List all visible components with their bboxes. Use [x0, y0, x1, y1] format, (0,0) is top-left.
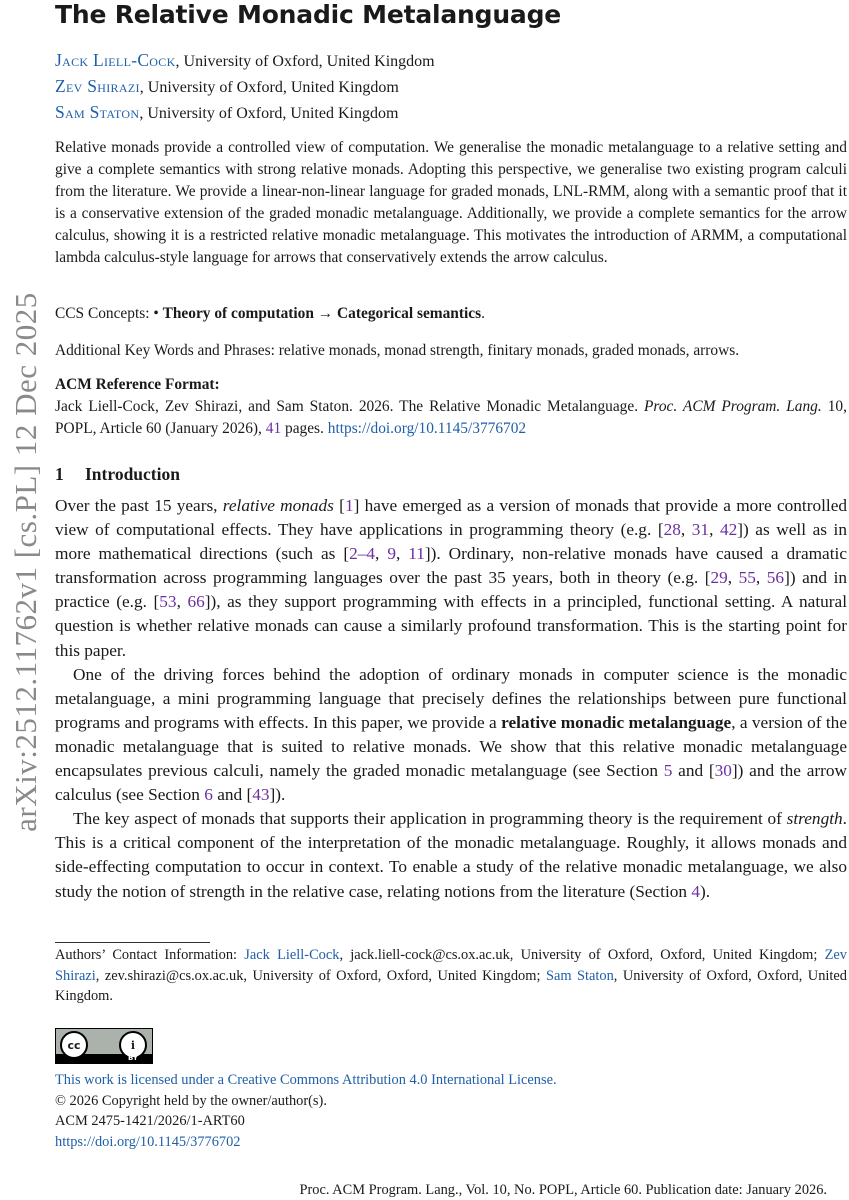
- citation-link[interactable]: 56: [766, 568, 785, 588]
- introduction-body: [55, 494, 847, 904]
- arxiv-identifier: arXiv:2512.11762v1 [cs.PL] 12 Dec 2025: [8, 292, 43, 832]
- abstract-text: Relative monads provide a controlled view of computation. We generalise the monadic metalanguage to a relative setting and give a complete semantics with strong relative monads. Adopting this perspective, we generalise two existing program calculi from the literature. We provide a linear-non-linear language for graded monads, LNL-RMM, along with a semantic proof that it is a conservative extension of the graded monadic metalanguage. Additionally, we provide a complete semantics for the arrow calculus, showing it is a restricted relative monadic metalanguage. This motivates the introduction of ARMM, a computational lambda calculus-style language for arrows that conservatively extends the arrow calculus.: [55, 139, 847, 266]
- abstract: [55, 137, 847, 269]
- author-affiliation: University of Oxford, United Kingdom: [183, 53, 435, 70]
- author-affiliation: University of Oxford, United Kingdom: [147, 79, 399, 96]
- author-contact-link[interactable]: Jack Liell-Cock: [244, 947, 340, 963]
- cc-by-license-badge[interactable]: [55, 1028, 153, 1064]
- citation-link[interactable]: 31: [691, 520, 710, 540]
- section-title: Introduction: [85, 464, 180, 484]
- acm-ref-heading: ACM Reference Format:: [55, 376, 220, 393]
- acm-ref-journal: Proc. ACM Program.: [644, 398, 781, 415]
- acm-ref-text: 10, POPL, Article 60 (January 2026),: [55, 398, 847, 437]
- page-count-link[interactable]: 41: [265, 420, 282, 437]
- citation-link[interactable]: 9: [387, 544, 396, 564]
- page-title: The Relative Monadic Metalanguage: [55, 0, 562, 29]
- keywords: [55, 340, 847, 362]
- acm-ref-text: pages.: [285, 420, 324, 437]
- author-name-link[interactable]: Jack Liell-Cock: [55, 50, 176, 70]
- acm-reference: [55, 374, 847, 440]
- author-contact-link[interactable]: Sam Staton: [545, 967, 614, 984]
- ccs-label: CCS Concepts: •: [55, 305, 159, 322]
- citation-link[interactable]: 42: [719, 520, 738, 540]
- keywords-text: Additional Key Words and Phrases: relative monads, monad strength, finitary monads, graded monads, arrows.: [55, 342, 740, 359]
- section-number: 1: [55, 464, 64, 484]
- ccs-arrow: →: [317, 305, 334, 322]
- ccs-concepts: [55, 303, 847, 325]
- section-heading: [55, 464, 847, 485]
- license-link[interactable]: This work is licensed under a Creative Commons Attribution 4.0 International License.: [55, 1072, 557, 1088]
- author-line: Zev Shirazi, University of Oxford, United Kingdom: [55, 76, 399, 96]
- author-contact-link[interactable]: Zev Shirazi: [55, 947, 847, 984]
- doi-link[interactable]: https://doi.org/10.1145/3776702: [327, 420, 527, 437]
- by-label: BY: [127, 1054, 139, 1062]
- copyright-text: © 2026 Copyright held by the owner/author(s).: [55, 1092, 327, 1109]
- citation-link[interactable]: 30: [714, 761, 732, 781]
- section-link[interactable]: 4: [691, 881, 701, 901]
- attribution-icon: i: [119, 1031, 147, 1059]
- author-line: Sam Staton, University of Oxford, United Kingdom: [55, 102, 399, 122]
- section-link[interactable]: 5: [663, 761, 673, 781]
- ccs-end: .: [481, 305, 485, 322]
- cc-icon: cc: [60, 1031, 88, 1059]
- citation-link[interactable]: 43: [252, 785, 270, 805]
- citation-link[interactable]: 28: [663, 520, 681, 540]
- citation-link[interactable]: 55: [738, 568, 756, 588]
- author-contact-footnote: Authors’ Contact Information: Jack Liell-Cock, jack.liell-cock@cs.ox.ac.uk, University of Oxford, Oxford, United Kingdom; Zev Shirazi, zev.shirazi@cs.ox.ac.uk, University of Oxford, Oxford, United Kingdom; Sam Staton, University of Oxford, Oxford, United Kingdom.: [55, 947, 847, 1004]
- citation-link[interactable]: 53: [159, 592, 177, 612]
- intro-paragraph: One of the driving forces behind the adoption of ordinary monads in computer science is the monadic metalanguage, a mini programming language that precisely defines the relationships between pure functional programs and programs with effects. In this paper, we provide a relative monadic metalanguage, a version of the monadic metalanguage that is suited to relative monads. We show that this relative monadic metalanguage encapsulates previous calculi, namely the graded monadic metalanguage (see Section 5 and [30]) and the arrow calculus (see Section 6 and [43]).: [55, 664, 847, 805]
- intro-paragraph: Over the past 15 years, relative monads [1] have emerged as a version of monads that provide a more controlled view of computational effects. They have applications in programming theory (e.g. [28, 31, 42]) as well as in more mathematical directions (such as [2–4, 9, 11]). Ordinary, non-relative monads have caused a dramatic transformation across programming languages over the past 35 years, both in theory (e.g. [29, 55, 56]) and in practice (e.g. [53, 66]), as they support programming with effects in a principled, functional setting. A natural question is whether relative monads can cause a similarly profound transformation. This is the starting point for this paper.: [55, 496, 848, 660]
- citation-link[interactable]: 2: [349, 544, 358, 564]
- author-name-link[interactable]: Zev Shirazi: [55, 76, 140, 96]
- acm-id-text: ACM 2475-1421/2026/1-ART60: [55, 1113, 245, 1129]
- license-info: [55, 1070, 847, 1152]
- intro-paragraph: The key aspect of monads that supports their application in programming theory is the requirement of strength. This is a critical component of the interpretation of the monadic metalanguage. Roughly, it allows monads and side-effecting computation to occur in context. To enable a study of the relative monadic metalanguage, we also study the notion of strength in the relative case, relating notions from the literature (Section 4).: [55, 809, 847, 901]
- citation-link[interactable]: 29: [710, 568, 728, 588]
- citation-link[interactable]: 66: [187, 592, 205, 612]
- acm-ref-journal: Lang.: [786, 398, 822, 415]
- citation-link[interactable]: 11: [408, 544, 425, 564]
- citation-link[interactable]: 1: [344, 496, 354, 515]
- author-affiliation: University of Oxford, United Kingdom: [147, 105, 399, 122]
- doi-link[interactable]: https://doi.org/10.1145/3776702: [55, 1133, 241, 1150]
- ccs-concept: Theory of computation: [162, 305, 314, 322]
- acm-ref-text: Jack Liell-Cock, Zev Shirazi, and Sam Staton. 2026. The Relative Monadic Metalanguage.: [55, 398, 639, 415]
- author-line: Jack Liell-Cock, University of Oxford, United Kingdom: [55, 50, 435, 70]
- ccs-subconcept: Categorical semantics: [337, 305, 482, 322]
- author-name-link[interactable]: Sam Staton: [55, 102, 140, 122]
- footnote-divider: [55, 942, 210, 943]
- citation-link[interactable]: 4: [366, 544, 376, 564]
- running-footer: Proc. ACM Program. Lang., Vol. 10, No. POPL, Article 60. Publication date: January 2026.: [299, 1182, 827, 1198]
- section-link[interactable]: 6: [204, 785, 213, 805]
